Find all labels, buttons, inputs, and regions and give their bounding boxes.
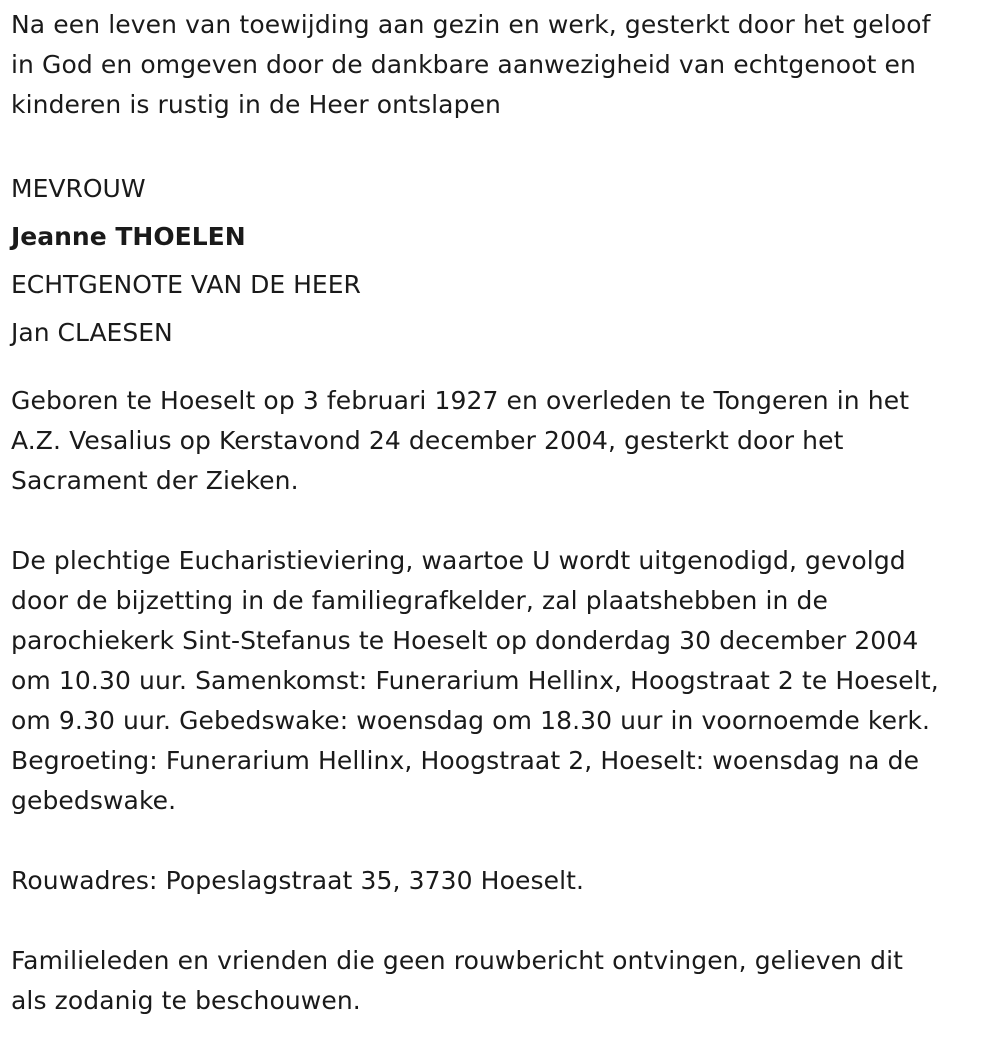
ceremony-line: om 10.30 uur. Samenkomst: Funerarium Hellinx, Hoogstraat 2 te Hoeselt, [11,666,939,695]
address-paragraph [11,861,990,901]
mourning-address: Rouwadres: Popeslagstraat 35, 3730 Hoeselt. [11,866,585,895]
birth-death-line: Geboren te Hoeselt op 3 februari 1927 en overleden te Tongeren in het [11,386,910,415]
intro-paragraph [11,5,990,125]
spacer [11,357,990,381]
birth-death-line: Sacrament der Zieken. [11,466,299,495]
spacer [11,501,990,541]
birth-death-line: A.Z. Vesalius op Kerstavond 24 december 2004, gesterkt door het [11,426,844,455]
intro-line: in God en omgeven door de dankbare aanwezigheid van echtgenoot en [11,50,916,79]
deceased-block [11,165,990,357]
spacer [11,125,990,165]
spacer [11,821,990,861]
ceremony-paragraph [11,541,990,821]
spouse-name: Jan CLAESEN [11,318,173,347]
closing-line: als zodanig te beschouwen. [11,986,361,1015]
relation-label: ECHTGENOTE VAN DE HEER [11,270,361,299]
honorific: MEVROUW [11,174,146,203]
ceremony-line: gebedswake. [11,786,177,815]
ceremony-line: Begroeting: Funerarium Hellinx, Hoogstraat 2, Hoeselt: woensdag na de [11,746,920,775]
closing-paragraph [11,941,990,1021]
closing-line: Familieleden en vrienden die geen rouwbericht ontvingen, gelieven dit [11,946,904,975]
deceased-name: Jeanne THOELEN [11,222,246,251]
birth-death-paragraph [11,381,990,501]
intro-line: Na een leven van toewijding aan gezin en werk, gesterkt door het geloof [11,10,931,39]
ceremony-line: door de bijzetting in de familiegrafkelder, zal plaatshebben in de [11,586,828,615]
intro-line: kinderen is rustig in de Heer ontslapen [11,90,501,119]
ceremony-line: De plechtige Eucharistieviering, waartoe U wordt uitgenodigd, gevolgd [11,546,906,575]
ceremony-line: om 9.30 uur. Gebedswake: woensdag om 18.30 uur in voornoemde kerk. [11,706,931,735]
ceremony-line: parochiekerk Sint-Stefanus te Hoeselt op donderdag 30 december 2004 [11,626,919,655]
spacer [11,901,990,941]
